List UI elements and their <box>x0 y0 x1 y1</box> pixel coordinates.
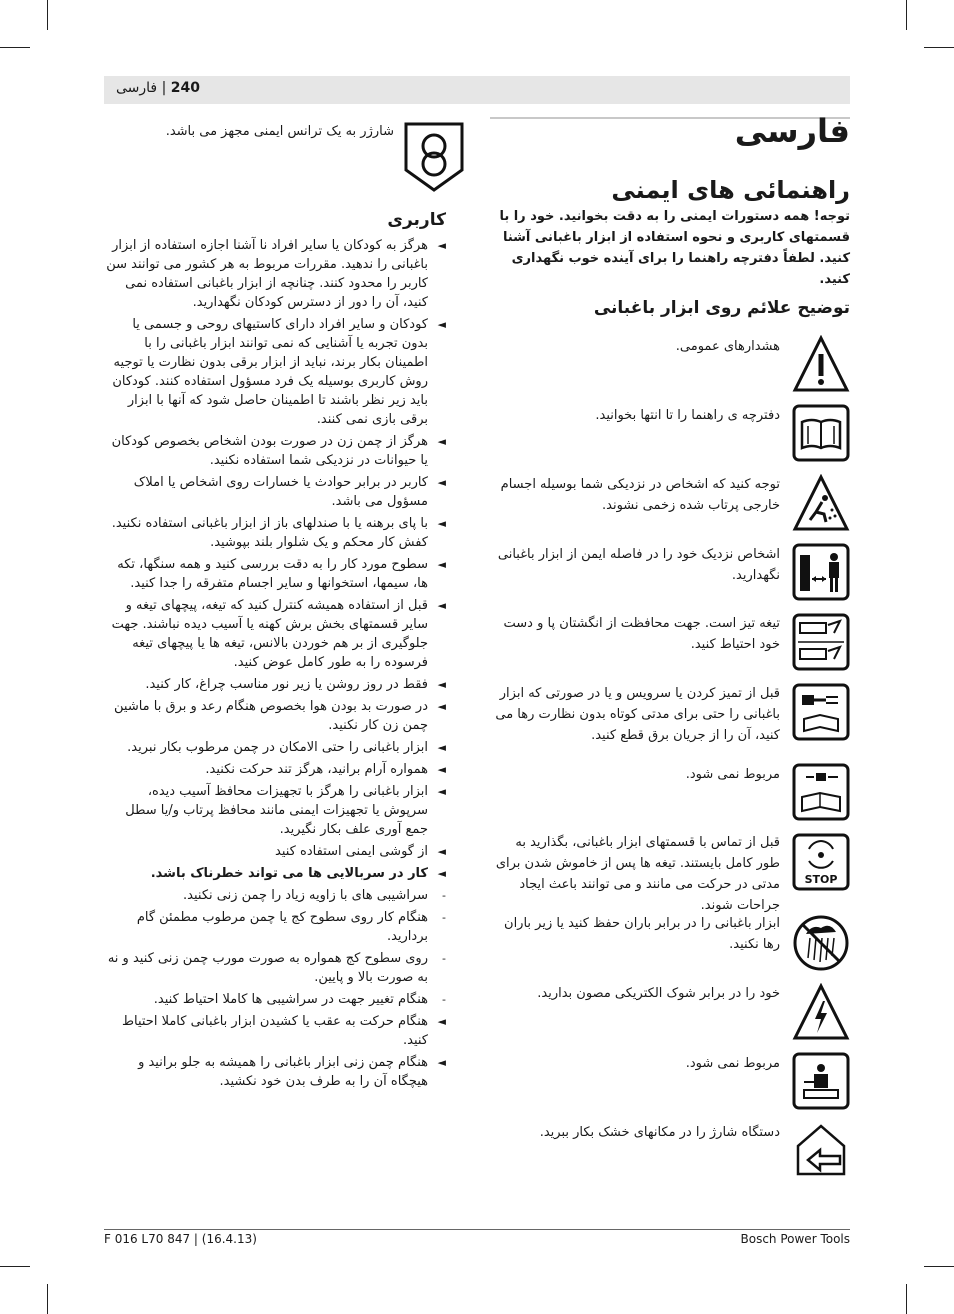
usage-item <box>102 555 446 593</box>
usage-item <box>102 514 446 552</box>
crop-mark <box>47 1284 48 1314</box>
bullet-marker: ◄ <box>437 678 446 691</box>
intro-paragraph: توجه! همه دستورات ایمنی را به دقت بخوانید. خود را با قسمتهای کاربری و نحوه استفاده از ابزار باغبانی آشنا کنید. لطفاً دفترچه راهنما را برای آینده خوب نگهداری کنید. <box>499 209 850 287</box>
usage-item-text: فقط در روز روشن یا زیر نور مناسب چراغ، کار کنید. <box>145 677 428 692</box>
bullet-marker: ◄ <box>437 1015 446 1028</box>
usage-item <box>102 1012 446 1050</box>
usage-item-text: در صورت بد بودن هوا بخصوص هنگام رعد و برق با ماشین چمن زن کار نکنید. <box>114 699 428 733</box>
indoor-charger-icon <box>792 1120 850 1178</box>
bullet-marker: ◄ <box>437 558 446 571</box>
bullet-marker: ◄ <box>437 517 446 530</box>
usage-item-text: هنگام چمن زنی ابزار باغبانی را همیشه به جلو برانید و هیچگاه آن را به طرف بدن خود نکشید. <box>138 1055 428 1089</box>
unplug-before-service-icon <box>792 683 850 741</box>
crop-mark <box>906 1284 907 1314</box>
usage-item <box>102 236 446 312</box>
usage-item-text: ابزار باغبانی را حتی الامکان در چمن مرطوب بکار نبرید. <box>127 740 428 755</box>
not-applicable-icon-2 <box>792 1052 850 1110</box>
usage-item <box>102 760 446 779</box>
symbol-text: مربوط نمی شود. <box>685 767 780 782</box>
bullet-marker: ◄ <box>437 476 446 489</box>
usage-item-text: هرگز به کودکان یا سایر افراد نا آشنا اجازه استفاده از ابزار باغبانی را ندهید. مقررات مربوط به هر کشور می توانند سن کاربر را محدود کنند. چنانچه از ابزار باغبانی استفاده نمی کنید، آن را دور از دسترس کودکان نگهدارید. <box>106 238 428 310</box>
symbol-text: مربوط نمی شود. <box>685 1056 780 1071</box>
usage-item <box>102 432 446 470</box>
usage-item-text: هنگام تغییر جهت در سراشیبی ها کاملا احتیاط کنید. <box>153 992 428 1007</box>
bullet-marker: ◄ <box>437 867 446 880</box>
bullet-marker: - <box>442 889 446 902</box>
page-number: 240 <box>170 80 200 96</box>
charger-note: شارژر به یک ترانس ایمنی مجهز می باشد. <box>165 124 394 139</box>
page-header <box>104 76 850 104</box>
symbol-text: خود را در برابر شوک الکتریکی مصون بدارید. <box>537 986 780 1001</box>
footer-divider <box>104 1229 850 1230</box>
usage-item-text: کاربر در برابر حوادث یا خسارات روی اشخاص یا املاک مسؤول می باشد. <box>133 475 428 509</box>
usage-item-text: از گوشی ایمنی استفاده کنید <box>275 844 428 859</box>
usage-item-text: ابزار باغبانی را هرگز با تجهیزات محافظ آسیب دیده، سرپوش یا تجهیزات ایمنی مانند محافظ پرتاب و/یا سطل جمع آوری علف بکار نگیرید. <box>125 784 428 837</box>
bullet-marker: ◄ <box>437 318 446 331</box>
usage-item <box>102 596 446 672</box>
usage-item-text: هنگام حرکت به عقب یا کشیدن ابزار باغبانی کاملا احتیاط کنید. <box>121 1014 428 1048</box>
manual-icon <box>792 404 850 462</box>
bullet-marker: ◄ <box>437 599 446 612</box>
bullet-marker: ◄ <box>437 239 446 252</box>
warning-icon <box>792 335 850 393</box>
usage-item <box>102 738 446 757</box>
usage-item-text: هنگام کار روی سطوح کج یا چمن مرطوب مطمئن گام بردارید. <box>136 910 428 944</box>
section-title: راهنمائی های ایمنی <box>611 176 850 204</box>
bullet-marker: ◄ <box>437 1056 446 1069</box>
usage-item-text: با پای برهنه یا با صندلهای باز از ابزار باغبانی استفاده نکنید. کفش کار محکم و یک شلوار بلند بپوشید. <box>111 516 428 550</box>
bystander-distance-icon <box>792 543 850 601</box>
symbols-title: توضیح علائم روی ابزار باغبانی <box>593 298 850 318</box>
usage-item <box>102 315 446 429</box>
crop-mark <box>924 1266 954 1267</box>
usage-item <box>102 990 446 1009</box>
not-applicable-icon <box>792 763 850 821</box>
crop-mark <box>906 0 907 30</box>
symbol-text: دستگاه شارژ را در مکانهای خشک بکار ببرید. <box>539 1125 780 1140</box>
usage-item <box>102 842 446 861</box>
usage-item-text: سطوح مورد کار را به دقت بررسی کنید و همه سنگها، تکه ها، سیمها، استخوانها و سایر اجسام متفرقه را جدا کنید. <box>117 557 428 591</box>
usage-item <box>102 1053 446 1091</box>
symbol-text: هشدارهای عمومی. <box>675 339 780 354</box>
page-header-text <box>116 80 200 96</box>
crop-mark <box>47 0 48 30</box>
usage-item-text: هرگز از چمن زن در صورت بودن اشخاص بخصوص کودکان یا حیوانات در نزدیکی شما استفاده نکنید. <box>111 434 428 468</box>
symbol-text: توجه کنید که اشخاص در نزدیکی شما بوسیله اجسام خارجی پرتاب شده زخمی نشوند. <box>500 477 780 513</box>
bullet-marker: ◄ <box>437 845 446 858</box>
usage-list <box>102 236 446 1091</box>
usage-item-text: قبل از استفاده همیشه کنترل کنید که تیغه، پیچهای تیغه و سایر قسمتهای بخش برش کهنه یا آسیب دیده نباشند. جهت جلوگیری از بر هم خوردن بالانس، تیغه ها یا پیچهای تیغه فرسوده را به طور کامل عوض کنید. <box>111 598 428 670</box>
symbol-text: اشخاص نزدیک خود را در فاصله ایمن از ابزار باغبانی نگهدارید. <box>497 547 780 583</box>
page-title: فارسی <box>734 112 850 150</box>
bullet-marker: - <box>442 911 446 924</box>
usage-item-text: روی سطوح کج همواره به صورت مورب چمن زنی کنید و نه به صورت بالا و پایین. <box>107 951 428 985</box>
symbol-text: قبل از تمیز کردن یا سرویس و یا در صورتی که ابزار باغبانی را حتی برای مدتی کوتاه بدون نظارت رها می کنید، آن را از جریان برق قطع کنید. <box>495 686 780 743</box>
bullet-marker: ◄ <box>437 763 446 776</box>
symbol-text: قبل از تماس با قسمتهای ابزار باغبانی، بگذارید به طور کامل بایستند. تیغه ها پس از خاموش شدن برای مدتی در حرکت می مانند و می توانند باعث ایجاد جراحات شوند. <box>495 835 780 913</box>
usage-item-text: همواره آرام برانید، هرگز تند حرکت نکنید. <box>205 762 428 777</box>
bullet-marker: - <box>442 952 446 965</box>
bullet-marker: ◄ <box>437 741 446 754</box>
footer-doc-number: F 016 L70 847 | (16.4.13) <box>104 1232 257 1246</box>
usage-item <box>102 949 446 987</box>
stop-rotating-icon <box>792 833 850 891</box>
footer-brand: Bosch Power Tools <box>740 1232 850 1246</box>
electric-shock-icon <box>792 983 850 1041</box>
safety-transformer-icon <box>402 120 466 194</box>
usage-title: کاربری <box>387 210 446 230</box>
bullet-marker: ◄ <box>437 785 446 798</box>
symbol-text: دفترچه ی راهنما را تا انتها بخوانید. <box>595 408 780 423</box>
usage-item <box>102 473 446 511</box>
no-rain-icon <box>792 914 850 972</box>
bullet-marker: ◄ <box>437 435 446 448</box>
bullet-marker: - <box>442 993 446 1006</box>
usage-item-text: کار در سربالایی ها می تواند خطرناک باشد. <box>150 866 428 881</box>
sharp-blade-icon <box>792 613 850 671</box>
usage-section <box>102 210 446 1094</box>
crop-mark <box>0 1266 30 1267</box>
crop-mark <box>0 47 30 48</box>
usage-item <box>102 908 446 946</box>
flying-objects-icon <box>792 474 850 532</box>
symbol-text: ابزار باغبانی را در برابر باران حفظ کنید یا زیر باران رها نکنید. <box>504 916 780 952</box>
symbol-text: تیغه تیز است. جهت محافظت از انگشتان پا و دست خود احتیاط کنید. <box>503 616 780 652</box>
usage-item <box>102 886 446 905</box>
header-language: فارسی <box>116 80 158 96</box>
usage-item <box>102 697 446 735</box>
usage-item-text: کودکان و سایر افراد دارای کاستیهای روحی و جسمی یا بدون تجربه یا آشنایی که نمی توانند ابزار باغبانی را با اطمینان بکار برند، نباید از ابزار برقی بدون نظارت یا توجیه روش کاربری بوسیله یک فرد مسؤول استفاده کنند. کودکان باید زیر نظر باشند تا اطمینان حاصل شود که آنها با ابزار برقی بازی نمی کنند. <box>112 317 428 427</box>
usage-item-text: سراشیبی های با زاویه زیاد را چمن زنی نکنید. <box>183 888 428 903</box>
usage-item <box>102 864 446 883</box>
usage-item <box>102 675 446 694</box>
header-separator: | <box>161 80 167 96</box>
usage-item <box>102 782 446 839</box>
bullet-marker: ◄ <box>437 700 446 713</box>
crop-mark <box>924 47 954 48</box>
svg-text:STOP: STOP <box>804 873 838 886</box>
